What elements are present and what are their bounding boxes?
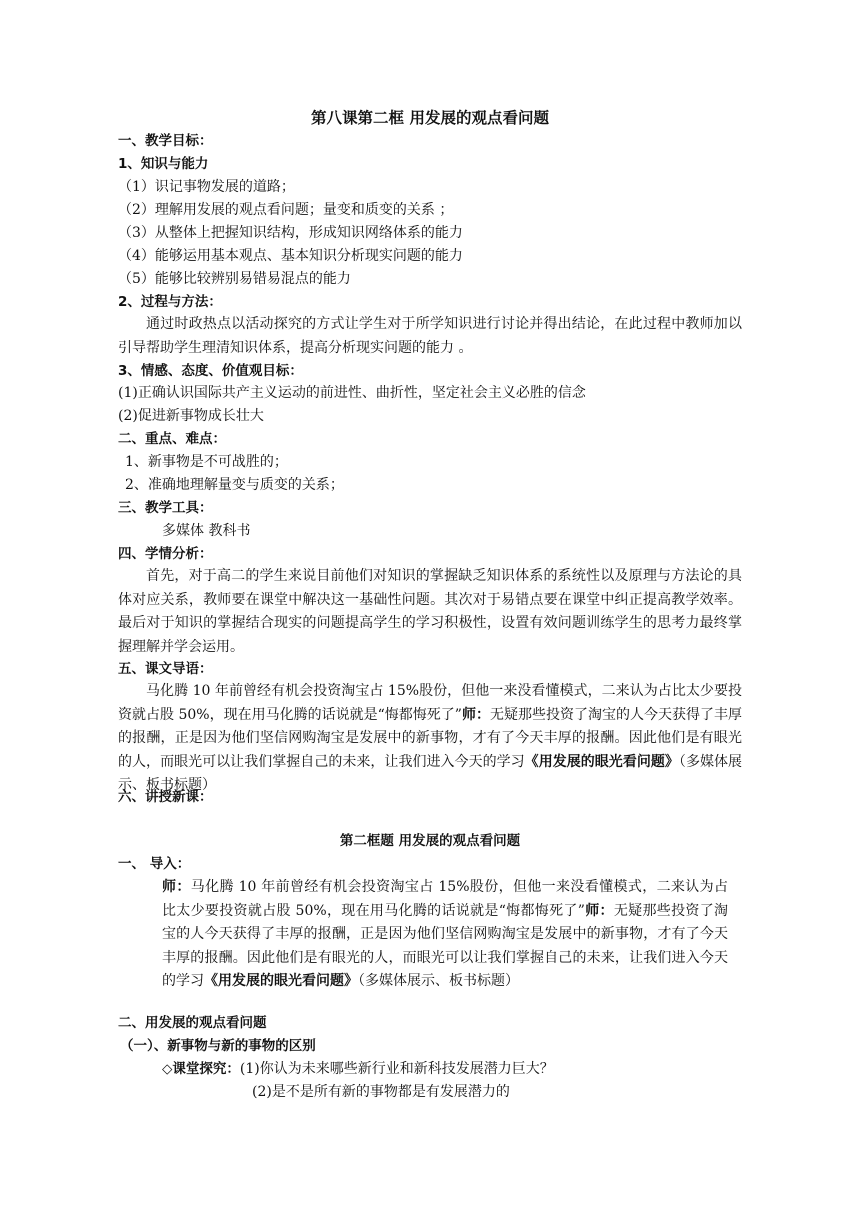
keypoint-item: 2、准确地理解量变与质变的关系； [125, 477, 344, 493]
analysis-paragraph: 首先，对于高二的学生来说目前他们对知识的掌握缺乏知识体系的系统性以及原理与方法论的具体对应关系，教师要在课堂中解决这一基础性问题。其次对于易错点要在课堂中纠正提高教学效率。最后对于知识的掌握结合现实的问题提高学生的学习积极性，设置有效问题训练学生的思考力最终掌握理解并学会运用。 [118, 568, 742, 655]
lead-heading: 一、 导入： [118, 856, 191, 872]
process-paragraph: 通过时政热点以活动探究的方式让学生对于所学知识进行讨论并得出结论，在此过程中教师加以引导帮助学生理清知识体系，提高分析现实问题的能力 。 [118, 316, 742, 356]
knowledge-item: （1）识记事物发展的道路； [118, 179, 295, 195]
lead-paragraph [162, 876, 728, 994]
subheading-emotion: 3、情感、态度、价值观目标： [118, 363, 303, 379]
lead-text-2: 无疑那些投资了淘宝的人今天获得了丰厚的报酬，正是因为他们坚信网购淘宝是发展中的新事物，才有了今天丰厚的报酬。因此他们是有眼光的人，而眼光可以让我们掌握自己的未来，让我们进入今天的学习 [162, 902, 729, 990]
inquiry-question-1: (1)你认为未来哪些新行业和新科技发展潜力巨大？ [239, 1061, 554, 1077]
intro-text-3: （多媒体展示、板书标题） [118, 753, 743, 794]
emotion-item: (2)促进新事物成长壮大 [118, 408, 264, 424]
intro-text-2: 无疑那些投资了淘宝的人今天获得了丰厚的报酬，正是因为他们坚信网购淘宝是发展中的新事物，才有了今天丰厚的报酬。因此他们是有眼光的人，而眼光可以让我们掌握自己的未来，让我们进入今天的学习 [118, 706, 743, 770]
book-title: 《用发展的眼光看问题》 [204, 973, 358, 990]
subheading-knowledge: 1、知识与能力 [118, 156, 209, 172]
knowledge-item: （4）能够运用基本观点、基本知识分析现实问题的能力 [118, 248, 463, 264]
subheading-process: 2、过程与方法： [118, 294, 222, 310]
sub-title: 第二框题 用发展的观点看问题 [339, 833, 521, 849]
inquiry-label: ◇课堂探究： [162, 1061, 240, 1077]
knowledge-item: （3）从整体上把握知识结构，形成知识网络体系的能力 [118, 225, 463, 241]
keypoint-item: 1、新事物是不可战胜的； [125, 454, 288, 470]
part2-heading: 二、用发展的观点看问题 [118, 1015, 267, 1031]
section-heading-objectives: 一、教学目标： [118, 133, 213, 149]
teacher-label: 师： [584, 902, 614, 919]
tools-text: 多媒体 教科书 [162, 523, 251, 539]
book-title: 《用发展的眼光看问题》 [524, 753, 679, 770]
section-heading-analysis: 四、学情分析： [118, 546, 213, 562]
section-heading-keypoints: 二、重点、难点： [118, 431, 226, 447]
section-heading-new-lesson: 六、讲授新课： [118, 789, 213, 805]
teacher-label: 师： [162, 879, 191, 895]
section-heading-intro: 五、课文导语： [118, 661, 213, 677]
section-heading-tools: 三、教学工具： [118, 500, 213, 516]
knowledge-item: （2）理解用发展的观点看问题；量变和质变的关系 ； [118, 202, 454, 218]
page-title: 第八课第二框 用发展的观点看问题 [311, 109, 549, 127]
inquiry-line-1 [162, 1058, 742, 1080]
inquiry-question-2: (2)是不是所有新的事物都是有发展潜力的 [252, 1084, 510, 1100]
intro-text-1: 马化腾 10 年前曾经有机会投资淘宝占 15%股份，但他一来没看懂模式，二来认为占比太少要投资就占股 50%，现在用马化腾的话说就是“悔都悔死了” [118, 683, 742, 723]
teacher-label: 师： [461, 706, 490, 723]
lead-text-3: （多媒体展示、板书标题） [358, 973, 519, 990]
intro-paragraph [118, 680, 742, 798]
part2-subheading: （一）、新事物与新的事物的区别 [120, 1038, 316, 1054]
lead-text-1: 马化腾 10 年前曾经有机会投资淘宝占 15%股份，但他一来没看懂模式，二来认为占比太少要投资就占股 50%，现在用马化腾的话说就是“悔都悔死了” [162, 879, 729, 919]
knowledge-item: （5）能够比较辨别易错易混点的能力 [118, 271, 351, 287]
emotion-item: (1)正确认识国际共产主义运动的前进性、曲折性，坚定社会主义必胜的信念 [118, 385, 586, 401]
